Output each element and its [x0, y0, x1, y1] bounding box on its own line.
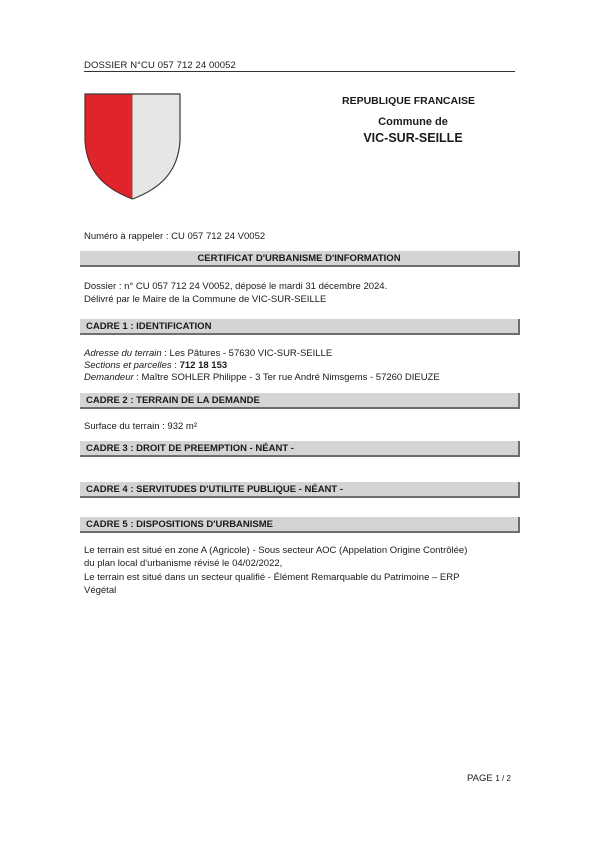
certificate-title-bar — [80, 251, 520, 267]
certificate-title: CERTIFICAT D'URBANISME D'INFORMATION — [197, 253, 401, 264]
cadre-1-bar — [80, 319, 520, 335]
applicant-value: : Maître SOHLER Philippe - 3 Ter rue André Nimsgems - 57260 DIEUZE — [133, 372, 440, 383]
page-value: 1 / 2 — [495, 774, 511, 783]
sections-separator: : — [171, 360, 180, 371]
certificate-line-1: Dossier : n° CU 057 712 24 V0052, déposé le mardi 31 décembre 2024. — [84, 281, 388, 292]
cadre-3-title: CADRE 3 : DROIT DE PREEMPTION - NÉANT - — [86, 443, 294, 454]
page-number — [467, 773, 511, 784]
cadre-5-bar — [80, 517, 520, 533]
sections-label: Sections et parcelles — [84, 360, 172, 371]
dossier-number: DOSSIER N°CU 057 712 24 00052 — [84, 60, 236, 71]
address-value: : Les Pâtures - 57630 VIC-SUR-SEILLE — [161, 348, 333, 359]
cadre-5-title: CADRE 5 : DISPOSITIONS D'URBANISME — [86, 519, 273, 530]
zoning-line-3: Le terrain est situé dans un secteur qualifié - Élément Remarquable du Patrimoine – ERP — [84, 572, 460, 583]
cadre-2-title: CADRE 2 : TERRAIN DE LA DEMANDE — [86, 395, 260, 406]
commune-label: Commune de — [378, 116, 448, 128]
header-rule — [84, 71, 515, 72]
commune-name: VIC-SUR-SEILLE — [363, 131, 463, 145]
applicant — [84, 372, 440, 383]
shield-left-half — [85, 94, 133, 199]
cadre-4-title: CADRE 4 : SERVITUDES D'UTILITE PUBLIQUE - NÉANT - — [86, 484, 344, 495]
cadre-1-title: CADRE 1 : IDENTIFICATION — [86, 321, 212, 332]
zoning-line-2: du plan local d'urbanisme révisé le 04/02/2022, — [84, 558, 283, 569]
zoning-line-1: Le terrain est situé en zone A (Agricole) - Sous secteur AOC (Appelation Origine Contrôlée) — [84, 545, 468, 556]
terrain-address — [84, 348, 332, 359]
cadre-4-bar — [80, 482, 520, 498]
terrain-sections — [84, 360, 227, 371]
cadre-3-bar — [80, 441, 520, 457]
terrain-surface: Surface du terrain : 932 m² — [84, 421, 197, 432]
reference-number: Numéro à rappeler : CU 057 712 24 V0052 — [84, 231, 266, 242]
page-label: PAGE — [467, 773, 496, 784]
coat-of-arms-icon — [84, 93, 181, 201]
certificate-line-2: Délivré par le Maire de la Commune de VIC-SUR-SEILLE — [84, 294, 327, 305]
cadre-2-bar — [80, 393, 520, 409]
shield-right-half — [133, 94, 181, 199]
zoning-line-4: Végétal — [84, 585, 117, 596]
republic-label: REPUBLIQUE FRANCAISE — [342, 95, 476, 107]
applicant-label: Demandeur — [84, 372, 134, 383]
address-label: Adresse du terrain — [84, 348, 162, 359]
sections-value: 712 18 153 — [179, 360, 228, 371]
